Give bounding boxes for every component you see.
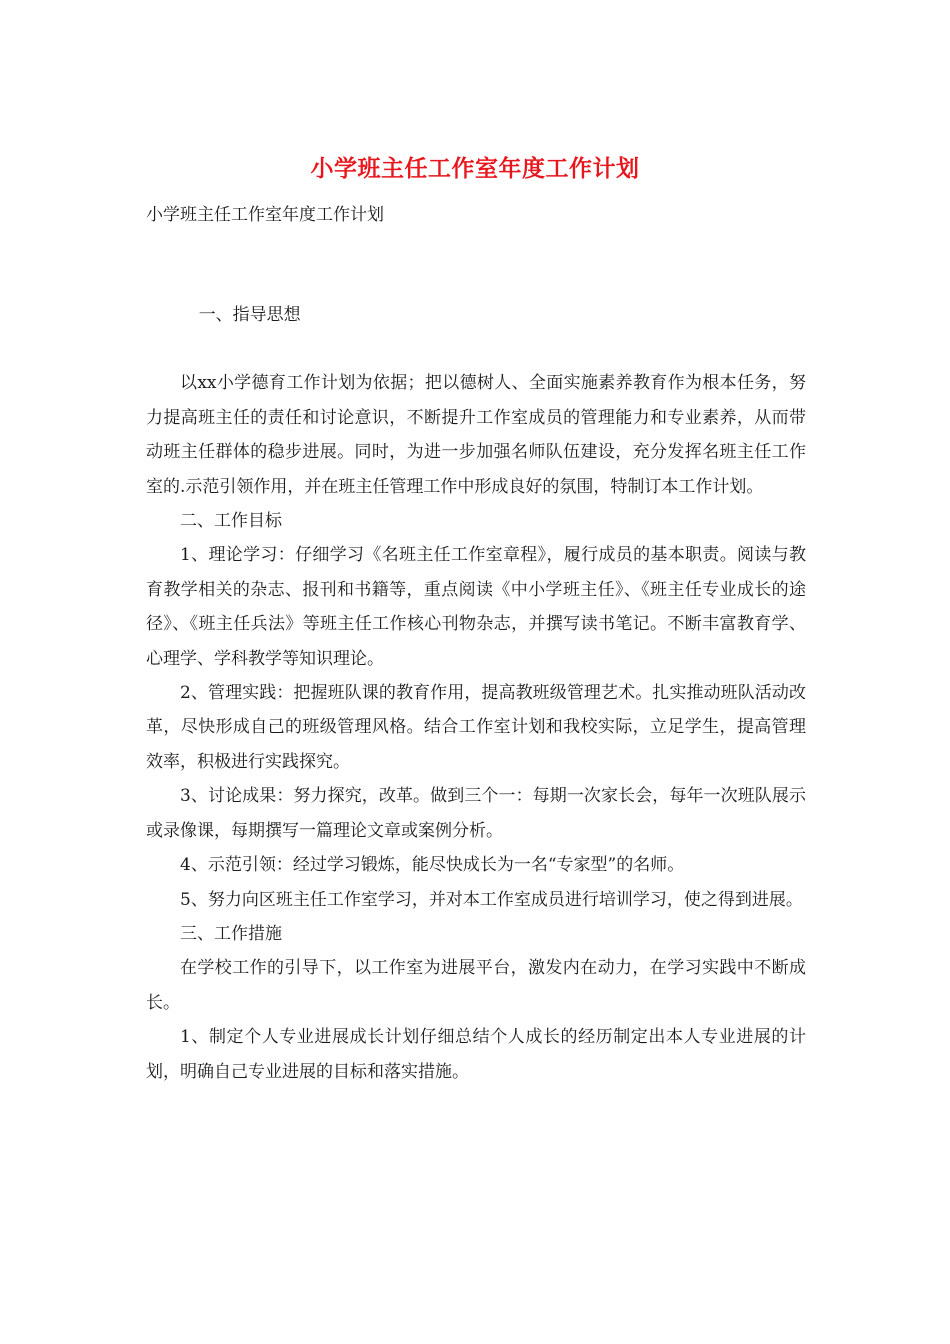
paragraph-demonstration: 4、示范引领：经过学习锻炼，能尽快成长为一名“专家型”的名师。 <box>180 855 685 876</box>
document-subtitle: 小学班主任工作室年度工作计划 <box>146 205 384 225</box>
paragraph-management-practice: 2、管理实践：把握班队课的教育作用，提高教班级管理艺术。扎实推动班队活动改革，尽快形成自己的班级管理风格。结合工作室计划和我校实际，立足学生，提高管理效率，积极进行实践探究。 <box>146 683 806 772</box>
paragraph-personal-plan: 1、制定个人专业进展成长计划仔细总结个人成长的经历制定出本人专业进展的计划，明确自己专业进展的目标和落实措施。 <box>146 1027 806 1082</box>
paragraph-research-results: 3、讨论成果：努力探究，改革。做到三个一：每期一次家长会，每年一次班队展示或录像课，每期撰写一篇理论文章或案例分析。 <box>146 786 806 841</box>
paragraph-guiding-ideology: 以xx小学德育工作计划为依据；把以德树人、全面实施素养教育作为根本任务，努力提高班主任的责任和讨论意识，不断提升工作室成员的管理能力和专业素养，从而带动班主任群体的稳步进展。同时，为进一步加强名师队伍建设，充分发挥名班主任工作室的.示范引领作用，并在班主任管理工作中形成良好的氛围，特制订本工作计划。 <box>146 373 806 497</box>
section-heading-guiding-ideology: 一、指导思想 <box>198 305 301 325</box>
section-heading-work-measures: 三、工作措施 <box>180 923 282 944</box>
paragraph-theory-study: 1、理论学习：仔细学习《名班主任工作室章程》，履行成员的基本职责。阅读与教育教学相关的杂志、报刊和书籍等，重点阅读《中小学班主任》、《班主任专业成长的途径》、《班主任兵法》等班主任工作核心刊物杂志，并撰写读书笔记。不断丰富教育学、心理学、学科教学等知识理论。 <box>146 545 806 669</box>
document-body <box>146 298 806 1089</box>
section-heading-work-goals: 二、工作目标 <box>180 511 282 532</box>
paragraph-district-learning: 5、努力向区班主任工作室学习，并对本工作室成员进行培训学习，使之得到进展。 <box>180 889 803 910</box>
document-title: 小学班主任工作室年度工作计划 <box>310 156 640 182</box>
paragraph-measures-intro: 在学校工作的引导下，以工作室为进展平台，激发内在动力，在学习实践中不断成长。 <box>146 958 806 1013</box>
